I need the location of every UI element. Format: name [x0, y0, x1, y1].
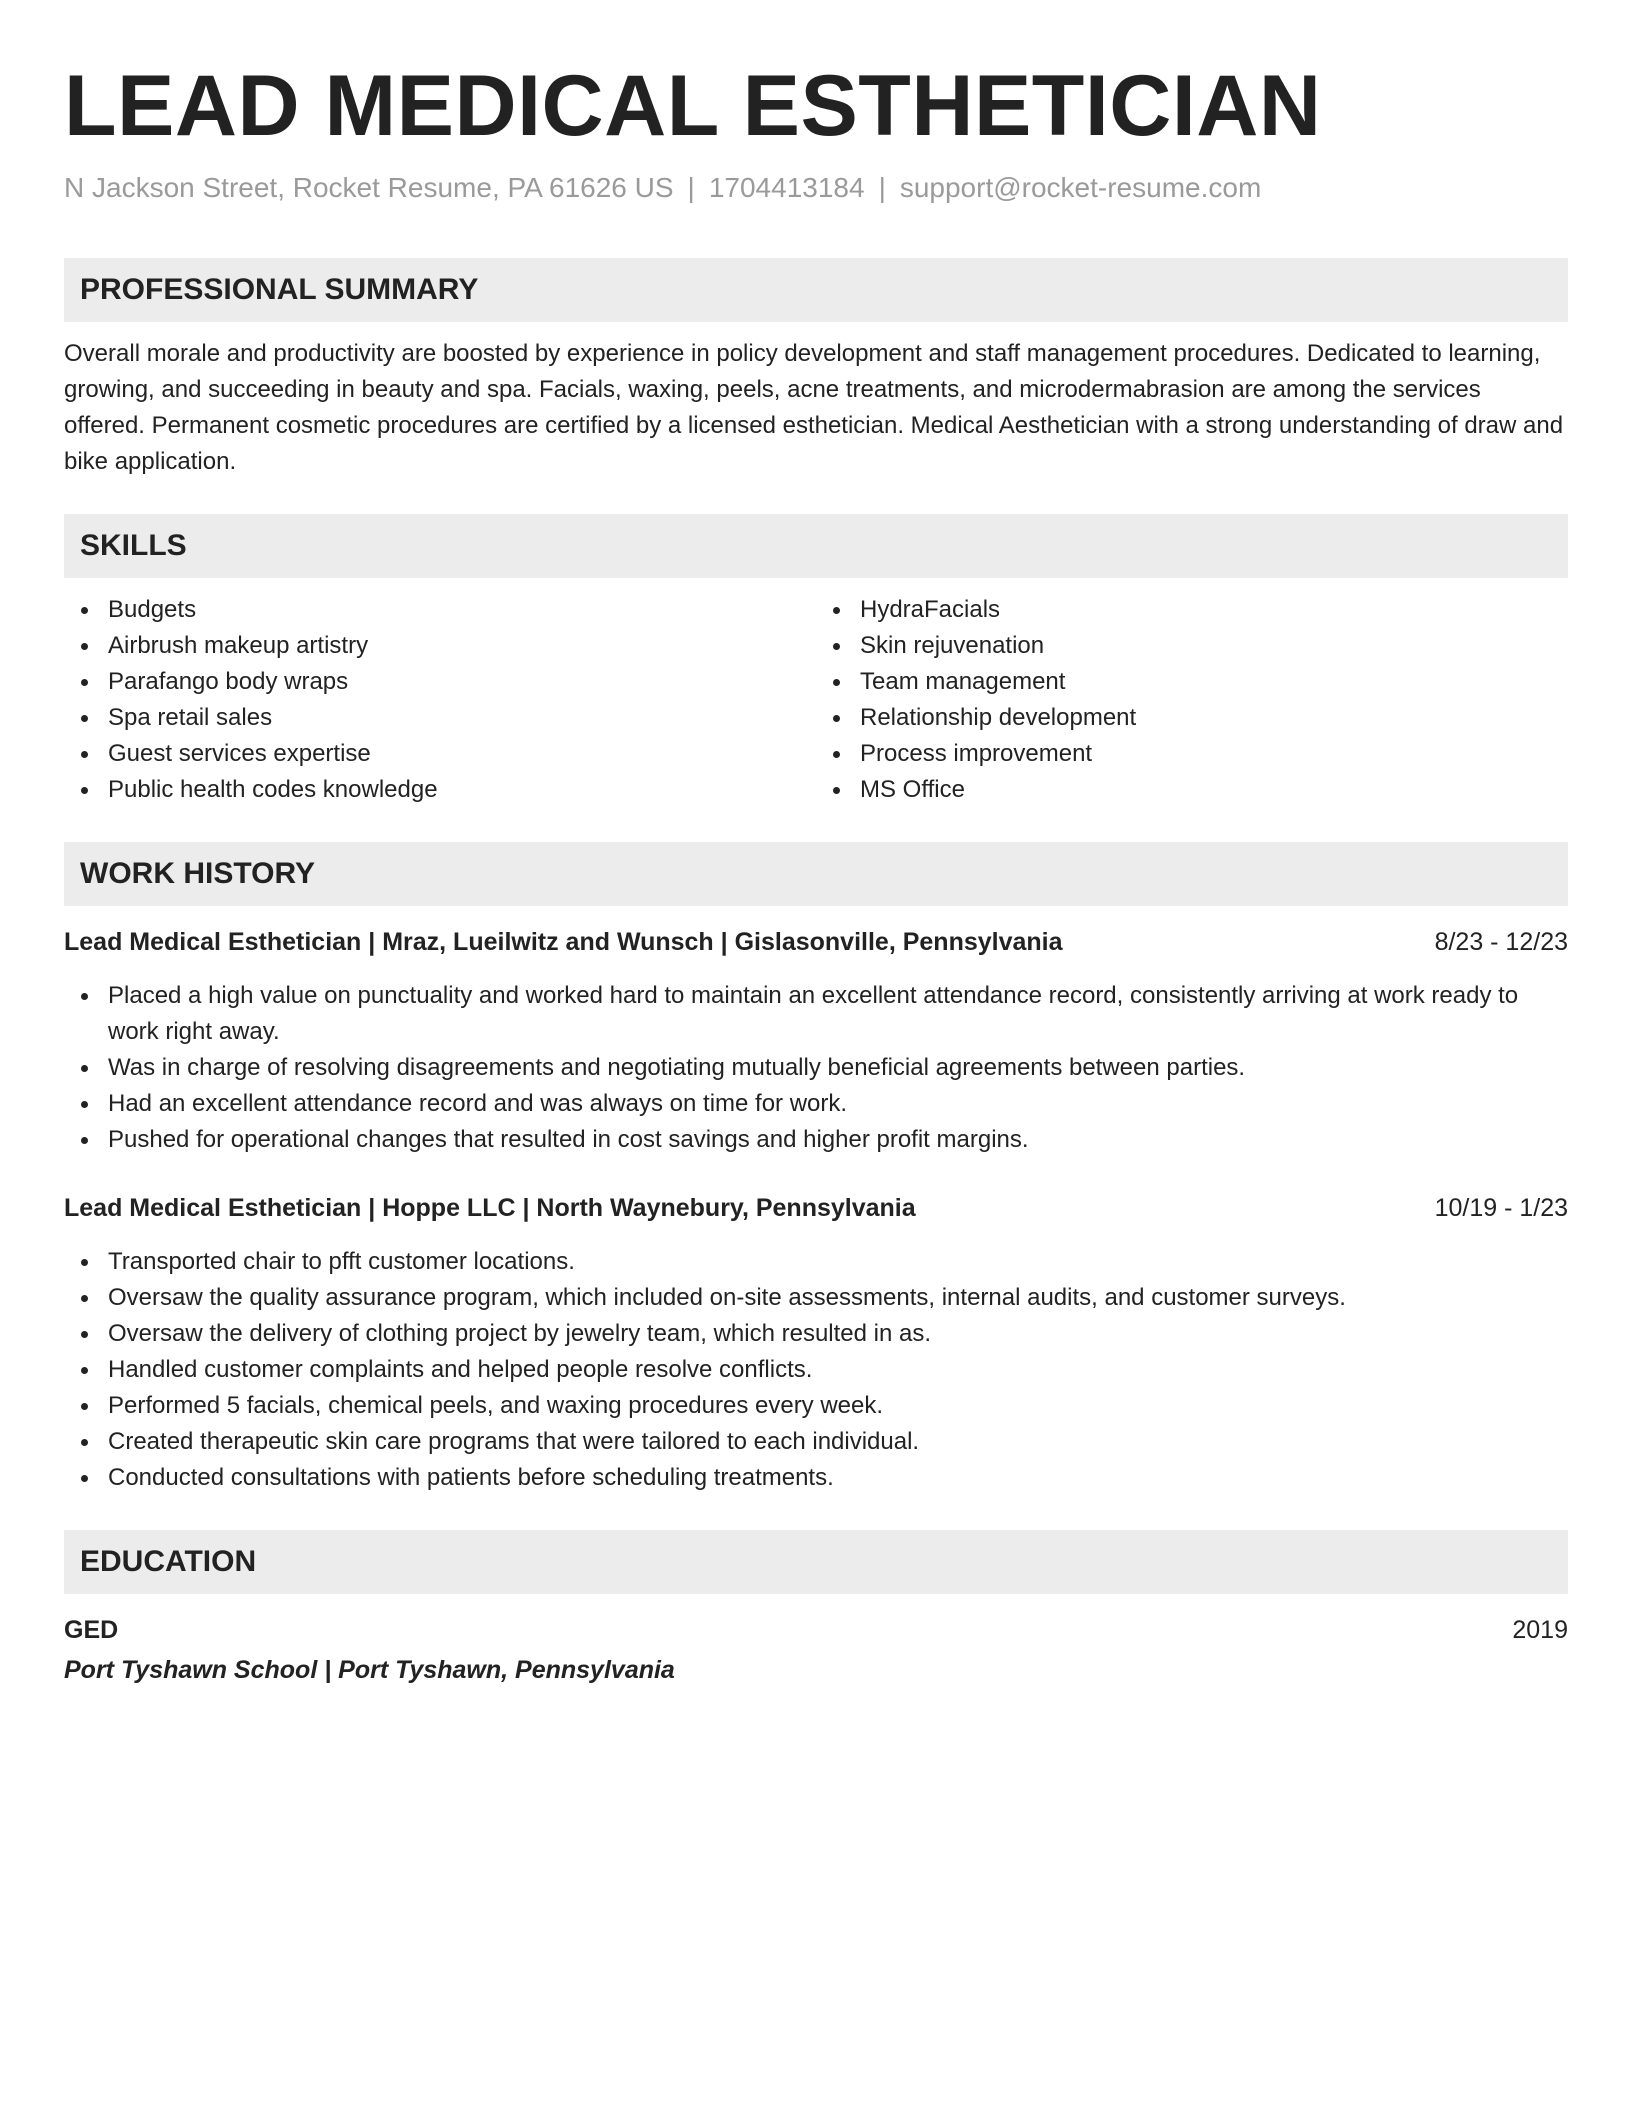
skills-heading: SKILLS	[64, 514, 1568, 578]
contact-separator: |	[687, 172, 695, 203]
skills-columns	[64, 592, 1568, 808]
job-bullet: Oversaw the delivery of clothing project by jewelry team, which resulted in as.	[64, 1316, 1568, 1352]
education-header	[64, 1612, 1568, 1648]
job-bullet: Performed 5 facials, chemical peels, and waxing procedures every week.	[64, 1388, 1568, 1424]
skill-item: Guest services expertise	[64, 736, 816, 772]
skill-item: Airbrush makeup artistry	[64, 628, 816, 664]
contact-line	[64, 170, 1568, 206]
skill-item: Spa retail sales	[64, 700, 816, 736]
job-bullet: Conducted consultations with patients before scheduling treatments.	[64, 1460, 1568, 1496]
skill-item: HydraFacials	[816, 592, 1568, 628]
job-bullet: Was in charge of resolving disagreements and negotiating mutually beneficial agreements between parties.	[64, 1050, 1568, 1086]
skills-list-right	[816, 592, 1568, 808]
education-year: 2019	[1512, 1616, 1568, 1644]
education-school: Port Tyshawn School | Port Tyshawn, Pennsylvania	[64, 1656, 675, 1684]
job-bullet: Created therapeutic skin care programs that were tailored to each individual.	[64, 1424, 1568, 1460]
job-bullets	[64, 1244, 1568, 1496]
skills-list-left	[64, 592, 816, 808]
contact-email: support@rocket-resume.com	[899, 172, 1262, 203]
skill-item: Public health codes knowledge	[64, 772, 816, 808]
job-heading: Lead Medical Esthetician | Hoppe LLC | North Waynebury, Pennsylvania	[64, 1194, 916, 1222]
skill-item: Budgets	[64, 592, 816, 628]
work-history-section	[64, 842, 1568, 1496]
education-degree: GED	[64, 1616, 119, 1644]
summary-text: Overall morale and productivity are boosted by experience in policy development and staff management procedures. Dedicated to learning, growing, and succeeding in beauty and spa. Facials, waxing, peels, acne treatments, and microdermabrasion are among the services offered. Permanent cosmetic procedures are certified by a licensed esthetician. Medical Aesthetician with a strong understanding of draw and bike application.	[64, 340, 1564, 475]
summary-section	[64, 258, 1568, 480]
education-section	[64, 1530, 1568, 1688]
job-dates: 10/19 - 1/23	[1434, 1194, 1568, 1222]
job-bullet: Transported chair to pfft customer locations.	[64, 1244, 1568, 1280]
contact-phone: 1704413184	[708, 172, 865, 203]
job-bullet: Oversaw the quality assurance program, which included on-site assessments, internal audits, and customer surveys.	[64, 1280, 1568, 1316]
skill-item: Relationship development	[816, 700, 1568, 736]
skill-item: Team management	[816, 664, 1568, 700]
work-history-heading: WORK HISTORY	[64, 842, 1568, 906]
education-heading: EDUCATION	[64, 1530, 1568, 1594]
contact-separator: |	[878, 172, 886, 203]
skills-section	[64, 514, 1568, 808]
skill-item: MS Office	[816, 772, 1568, 808]
job-bullet: Pushed for operational changes that resulted in cost savings and higher profit margins.	[64, 1122, 1568, 1158]
summary-heading: PROFESSIONAL SUMMARY	[64, 258, 1568, 322]
job-entry	[64, 1190, 1568, 1496]
job-heading: Lead Medical Esthetician | Mraz, Lueilwitz and Wunsch | Gislasonville, Pennsylvania	[64, 928, 1063, 956]
resume-title: LEAD MEDICAL ESTHETICIAN	[64, 58, 1322, 154]
job-bullet: Had an excellent attendance record and was always on time for work.	[64, 1086, 1568, 1122]
job-entry	[64, 924, 1568, 1158]
skill-item: Process improvement	[816, 736, 1568, 772]
job-header	[64, 924, 1568, 960]
job-bullet: Placed a high value on punctuality and worked hard to maintain an excellent attendance record, consistently arriving at work ready to work right away.	[64, 978, 1568, 1050]
job-dates: 8/23 - 12/23	[1434, 928, 1568, 956]
job-bullet: Handled customer complaints and helped people resolve conflicts.	[64, 1352, 1568, 1388]
job-header	[64, 1190, 1568, 1226]
skill-item: Skin rejuvenation	[816, 628, 1568, 664]
contact-address: N Jackson Street, Rocket Resume, PA 61626 US	[64, 172, 674, 203]
job-bullets	[64, 978, 1568, 1158]
skill-item: Parafango body wraps	[64, 664, 816, 700]
